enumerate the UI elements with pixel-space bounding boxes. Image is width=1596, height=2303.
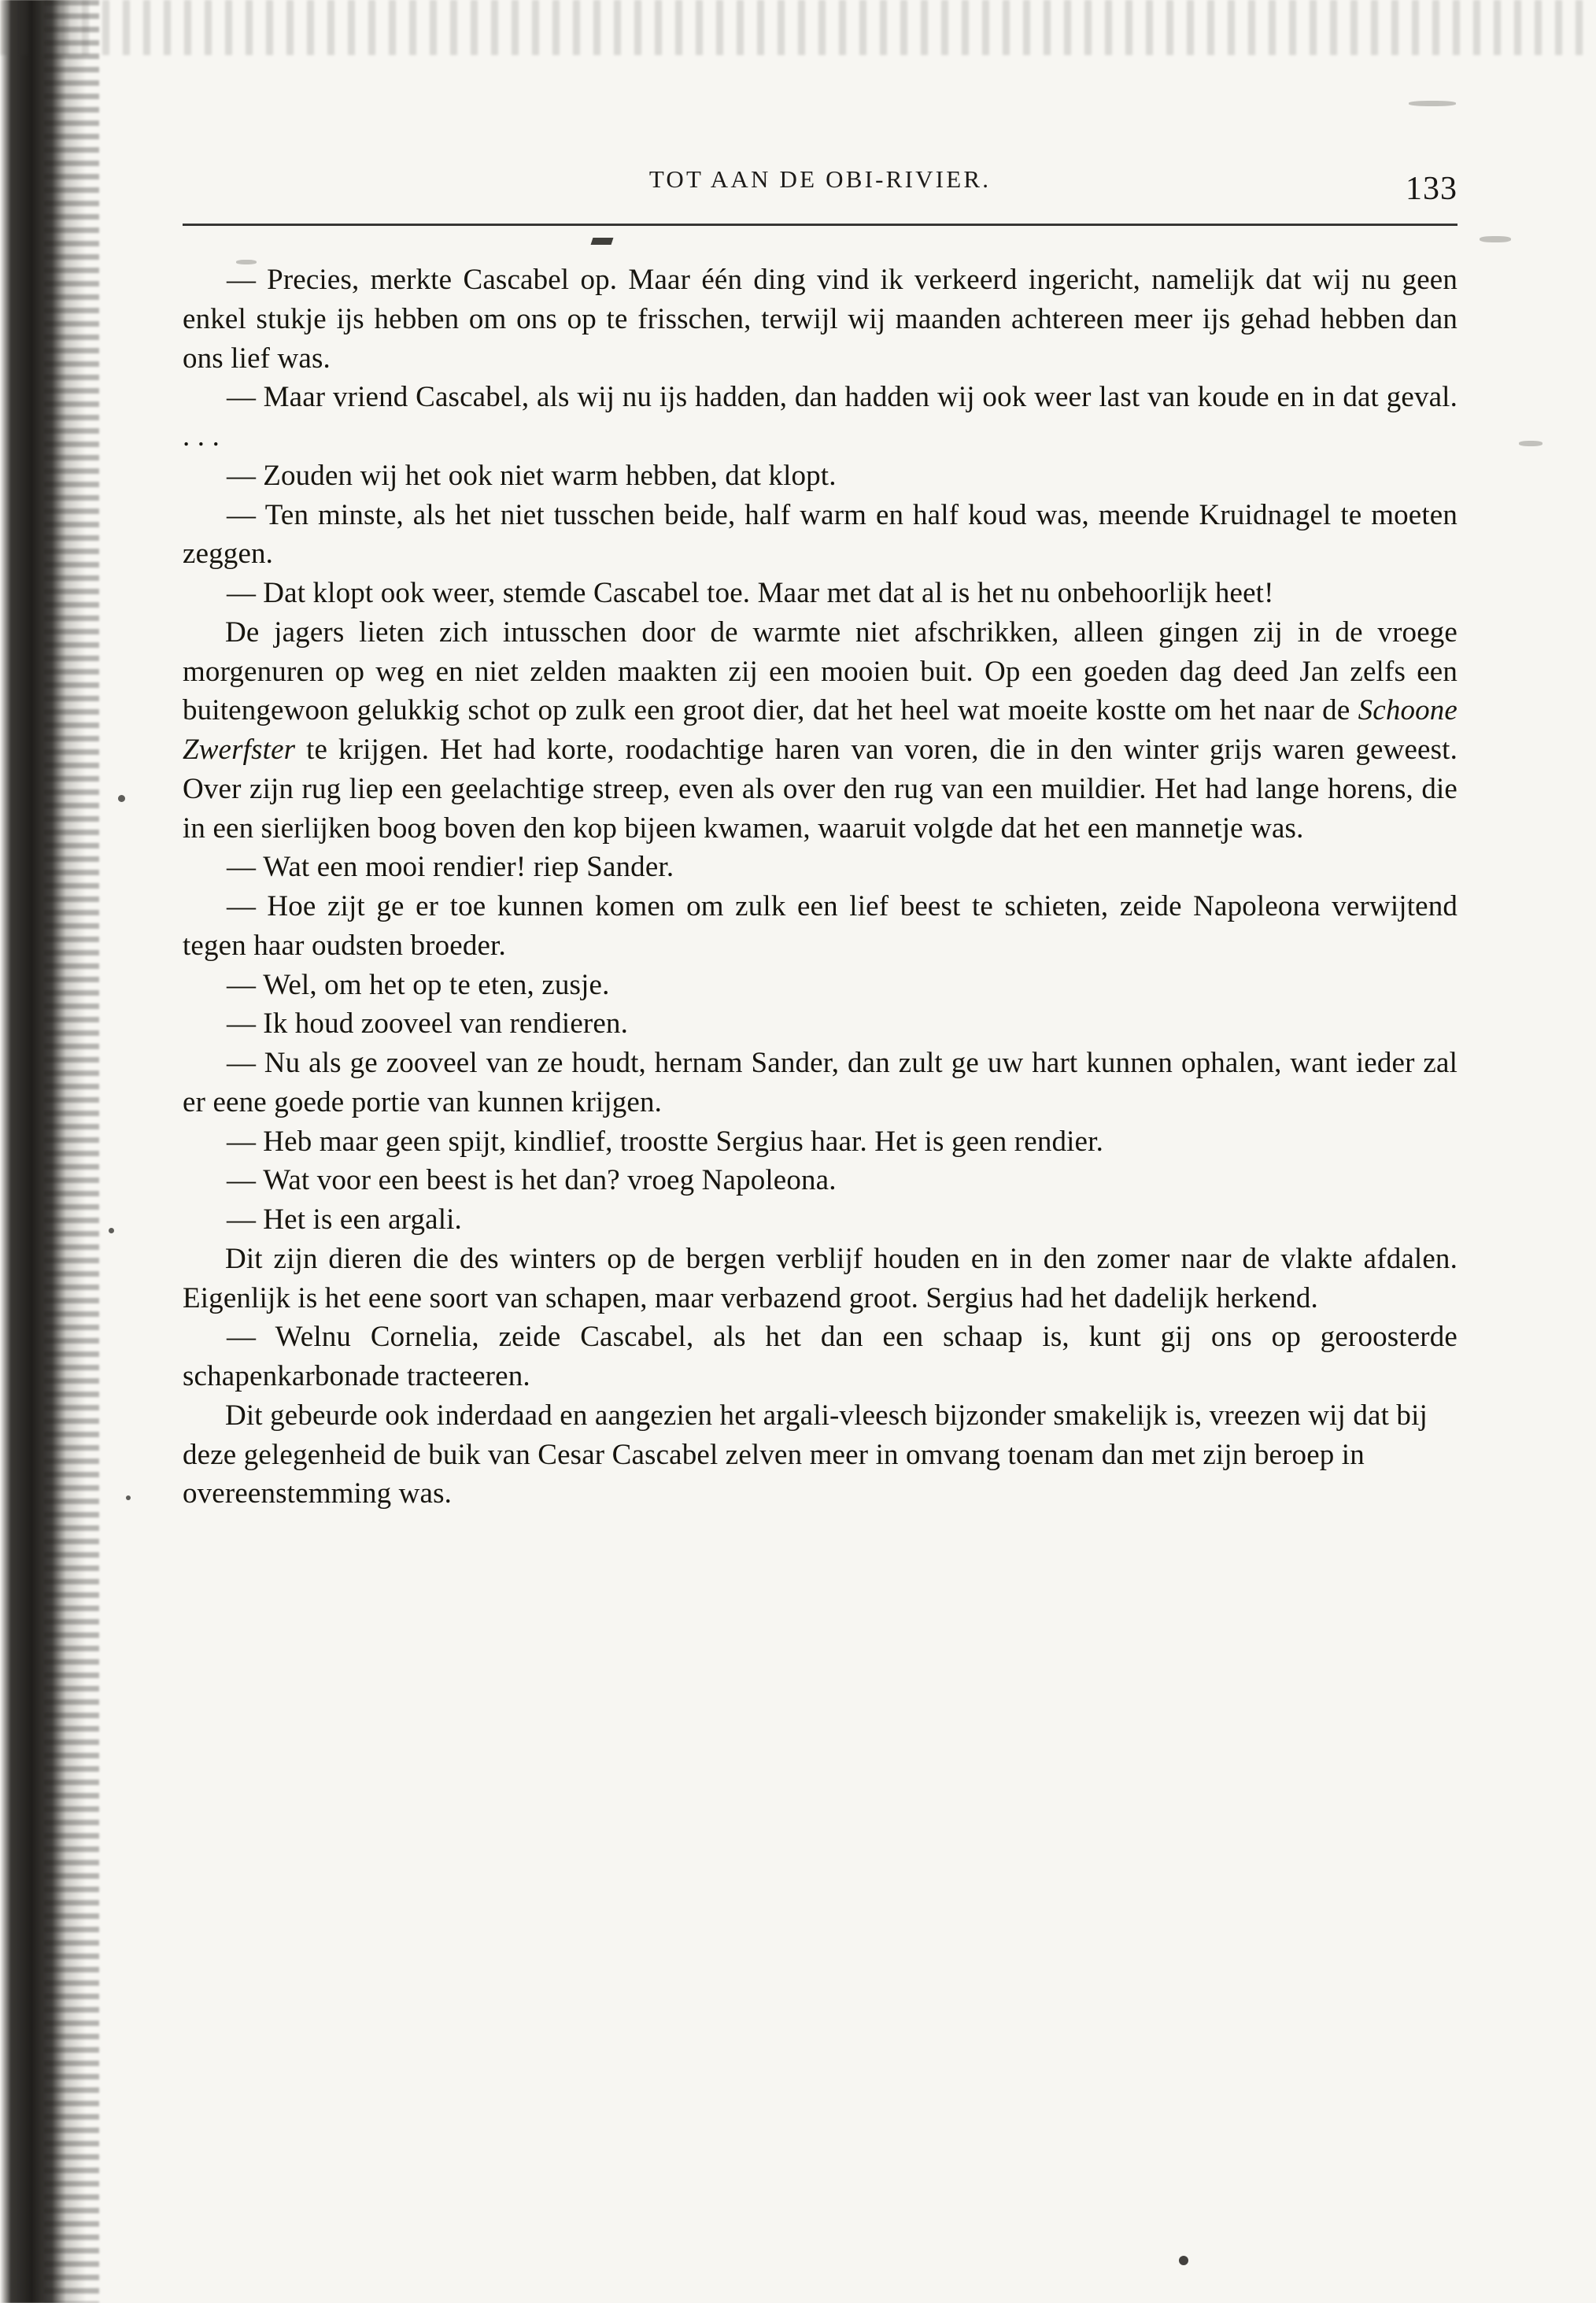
scan-speck — [109, 1228, 114, 1233]
stray-ink-dot — [1179, 2256, 1188, 2265]
paragraph: — Maar vriend Cascabel, als wij nu ijs hadden, dan hadden wij ook weer last van koude en in dat geval. . . . — [183, 378, 1457, 457]
running-head — [183, 165, 1457, 209]
paragraph-with-italic-title — [183, 613, 1457, 848]
ink-smudge — [591, 238, 614, 245]
scan-speck — [118, 795, 125, 802]
paragraph-text-before-title: De jagers lieten zich intusschen door de warmte niet afschrikken, alleen gingen zij in de vroege morgenuren op weg en niet zelden maakten zij een mooien buit. Op een goeden dag deed Jan zelfs een buitengewoon gelukkig schot op zulk een groot dier, dat het heel wat moeite kostte om het naar de — [183, 615, 1457, 727]
paragraph-text-after-title: te krijgen. Het had korte, roodachtige haren van voren, die in den winter grijs waren geweest. Over zijn rug liep een geelachtige streep, even als over den rug van een muildier. Het had lange horens, die in een sierlijken boog boven den kop bijeen kwamen, waaruit volgde dat het een mannetje was. — [183, 734, 1457, 845]
scan-speck — [126, 1495, 131, 1500]
paragraph: — Ik houd zooveel van rendieren. — [183, 1004, 1457, 1044]
paragraph: — Zouden wij het ook niet warm hebben, dat klopt. — [183, 457, 1457, 496]
body-text — [183, 261, 1457, 1514]
page-number: 133 — [1406, 171, 1457, 207]
paragraph: — Wat voor een beest is het dan? vroeg Napoleona. — [183, 1161, 1457, 1200]
book-title-italic: Schoone Zwerfster — [183, 694, 1457, 766]
paragraph: — Precies, merkte Cascabel op. Maar één ding vind ik verkeerd ingericht, namelijk dat wij nu geen enkel stukje ijs hebben om ons op te frisschen, terwijl wij maanden achtereen meer ijs gehad hebben dan ons lief was. — [183, 261, 1457, 378]
paragraph: — Het is een argali. — [183, 1200, 1457, 1240]
paragraph: — Welnu Cornelia, zeide Cascabel, als het dan een schaap is, kunt gij ons op geroosterde schapenkarbonade tracteeren. — [183, 1318, 1457, 1396]
paragraph: — Dat klopt ook weer, stemde Cascabel toe. Maar met dat al is het nu onbehoorlijk heet! — [183, 574, 1457, 613]
paragraph: Dit zijn dieren die des winters op de bergen verblijf houden en in den zomer naar de vlakte afdalen. Eigenlijk is het eene soort van schapen, maar verbazend groot. Sergius had het dadelijk herkend. — [183, 1242, 1457, 1314]
paragraph: — Nu als ge zooveel van ze houdt, hernam Sander, dan zult ge uw hart kunnen ophalen, want ieder zal er eene goede portie van kunnen krijgen. — [183, 1044, 1457, 1122]
paragraph: — Heb maar geen spijt, kindlief, troostte Sergius haar. Het is geen rendier. — [183, 1122, 1457, 1162]
paragraph: — Wat een mooi rendier! riep Sander. — [183, 848, 1457, 887]
running-head-title: TOT AAN DE OBI-RIVIER. — [648, 165, 992, 193]
scan-top-edge-artifact — [0, 0, 1596, 55]
paragraph: — Ten minste, als het niet tusschen beide, half warm en half koud was, meende Kruidnagel te moeten zeggen. — [183, 496, 1457, 575]
scan-fleck — [1519, 441, 1542, 446]
scan-left-edge-artifact — [0, 0, 93, 2303]
paragraph: — Wel, om het op te eten, zusje. — [183, 966, 1457, 1005]
paragraph: — Hoe zijt ge er toe kunnen komen om zulk een lief beest te schieten, zeide Napoleona verwijtend tegen haar oudsten broeder. — [183, 887, 1457, 966]
scan-fleck — [1480, 236, 1511, 242]
page-text-block — [183, 165, 1457, 1514]
scan-fleck — [1409, 101, 1456, 106]
paragraph: Dit gebeurde ook inderdaad en aangezien het argali-vleesch bijzonder smakelijk is, vreezen wij dat bij deze gelegenheid de buik van Cesar Cascabel zelven meer in omvang toenam dan met zijn beroep in overeenstemming was. — [183, 1399, 1428, 1510]
header-rule — [183, 224, 1457, 226]
